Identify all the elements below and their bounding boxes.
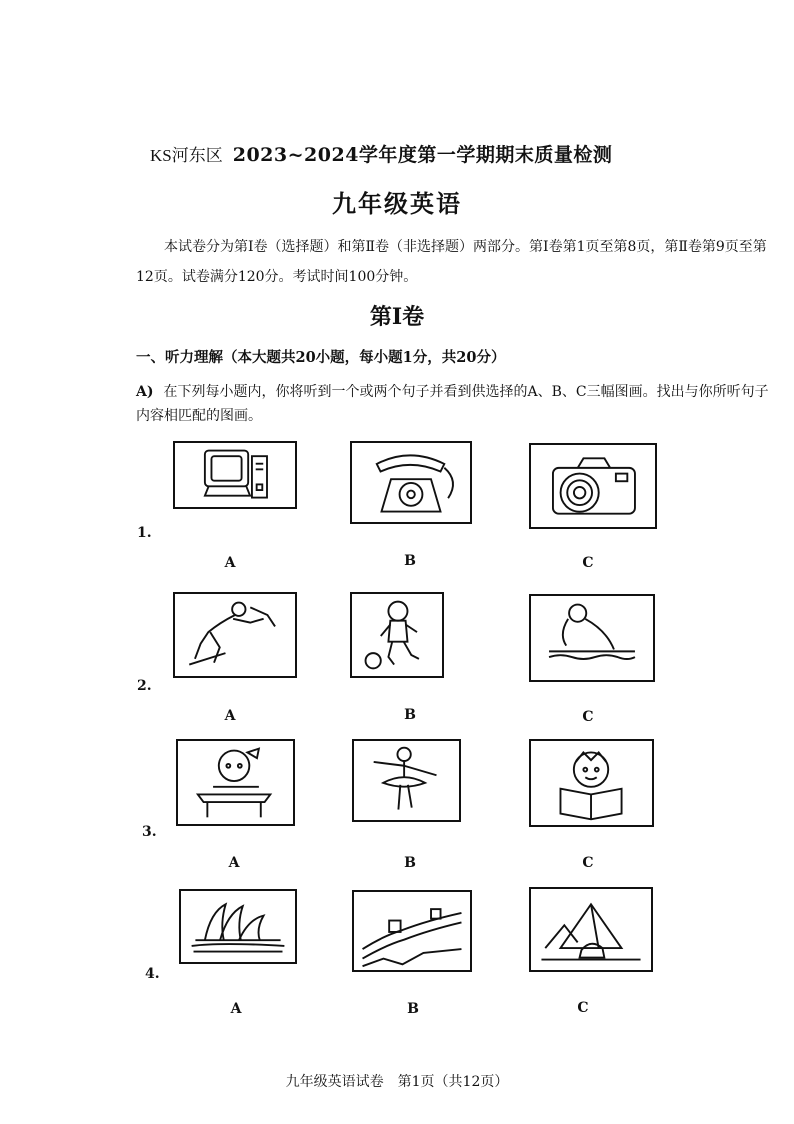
page-footer: 九年级英语试卷 第1页（共12页） <box>285 1074 509 1090</box>
instruction-text: 在下列每小题内，你将听到一个或两个句子并看到供选择的A、B、C三幅图画。找出与你所听句子内容相匹配的图画。 <box>136 384 769 424</box>
district-name: KS河东区 <box>150 146 223 165</box>
option-label: B <box>404 855 416 871</box>
ballet-dancer-icon <box>352 739 461 822</box>
option-label: B <box>407 1001 419 1017</box>
computer-icon <box>173 441 297 509</box>
question-number: 4. <box>145 966 160 982</box>
skiing-icon <box>173 592 297 678</box>
question-number: 3. <box>142 824 157 840</box>
swimming-icon <box>529 594 655 682</box>
option-label: C <box>582 555 594 571</box>
exam-intro: 本试卷分为第Ⅰ卷（选择题）和第Ⅱ卷（非选择题）两部分。第Ⅰ卷第1页至第8页，第Ⅱ卷第9页至第12页。试卷满分120分。考试时间100分钟。 <box>136 239 767 285</box>
option-label: C <box>582 855 594 871</box>
pyramids-icon <box>529 887 653 972</box>
option-label: A <box>224 555 236 571</box>
option-label: A <box>224 708 236 724</box>
soccer-boy-icon <box>350 592 444 678</box>
boy-reading-icon <box>529 739 654 827</box>
question-number: 1. <box>137 525 152 541</box>
section-instruction <box>136 380 776 428</box>
camera-icon <box>529 443 657 529</box>
exam-name: 2023~2024学年度第一学期期末质量检测 <box>232 144 613 166</box>
option-label: C <box>582 709 594 725</box>
section-heading: 一、听力理解（本大题共20小题，每小题1分，共20分） <box>136 349 506 366</box>
telephone-icon <box>350 441 472 524</box>
option-label: B <box>404 707 416 723</box>
option-label: A <box>228 855 240 871</box>
girl-writing-icon <box>176 739 295 826</box>
option-label: C <box>577 1000 589 1016</box>
sydney-opera-house-icon <box>179 889 297 964</box>
option-label: A <box>230 1001 242 1017</box>
volume-title: 第Ⅰ卷 <box>369 304 425 330</box>
subject-title: 九年级英语 <box>332 189 462 218</box>
question-number: 2. <box>137 678 152 694</box>
exam-title <box>150 140 612 167</box>
instruction-tag: A) <box>136 384 154 400</box>
great-wall-icon <box>352 890 472 972</box>
option-label: B <box>404 553 416 569</box>
